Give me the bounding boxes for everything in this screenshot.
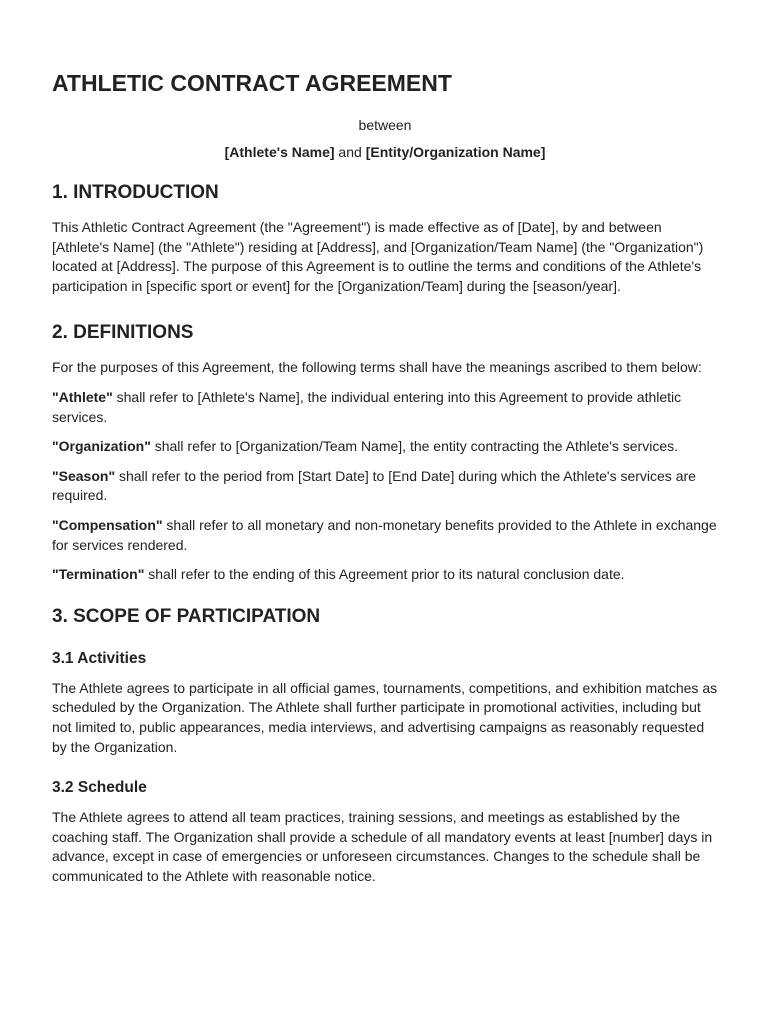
document-title: ATHLETIC CONTRACT AGREEMENT <box>52 70 452 96</box>
subsection-heading-activities: 3.1 Activities <box>52 649 147 667</box>
schedule-paragraph: The Athlete agrees to attend all team practices, training sessions, and meetings as established by the coaching staff. The Organization shall provide a schedule of all mandatory events at least [number] days in advance, except in case of emergencies or unforeseen circumstances. Changes to the schedule shall be communicated to the Athlete with reasonable notice. <box>52 809 713 884</box>
definition-text: shall refer to [Organization/Team Name], the entity contracting the Athlete's services. <box>150 438 678 455</box>
definition-text: shall refer to all monetary and non-monetary benefits provided to the Athlete in exchange for services rendered. <box>52 516 717 553</box>
definition-termination <box>52 565 718 585</box>
entity-name-placeholder: [Entity/Organization Name] <box>365 144 546 160</box>
definition-text: shall refer to the ending of this Agreement prior to its natural conclusion date. <box>144 566 625 583</box>
definition-text: shall refer to the period from [Start Date] to [End Date] during which the Athlete's services are required. <box>52 467 696 504</box>
subsection-heading-schedule: 3.2 Schedule <box>52 779 147 797</box>
athlete-name-placeholder: [Athlete's Name] <box>224 144 335 160</box>
definition-compensation <box>52 516 718 555</box>
definition-term: "Termination" <box>52 566 145 583</box>
and-connector: and <box>334 144 366 160</box>
parties-line <box>52 144 718 160</box>
section-heading-scope: 3. SCOPE OF PARTICIPATION <box>52 605 321 627</box>
introduction-paragraph: This Athletic Contract Agreement (the "Agreement") is made effective as of [Date], by and between [Athlete's Name] (the "Athlete") residing at [Address], and [Organization/Team Name] (the "Organization") located at [Address]. The purpose of this Agreement is to outline the terms and conditions of the Athlete's participation in [specific sport or event] for the [Organization/Team] during the [season/year]. <box>52 219 704 294</box>
section-heading-definitions: 2. DEFINITIONS <box>52 322 194 344</box>
definition-term: "Compensation" <box>52 516 163 533</box>
activities-paragraph: The Athlete agrees to participate in all official games, tournaments, competitions, and exhibition matches as scheduled by the Organization. The Athlete shall further participate in promotional activities, including but not limited to, public appearances, media interviews, and advertising campaigns as reasonably requested by the Organization. <box>52 679 718 755</box>
definition-season <box>52 467 718 506</box>
between-label: between <box>358 117 412 133</box>
definitions-intro: For the purposes of this Agreement, the following terms shall have the meanings ascribed to them below: <box>52 359 702 376</box>
definition-term: "Season" <box>52 467 116 484</box>
definition-text: shall refer to [Athlete's Name], the individual entering into this Agreement to provide athletic services. <box>52 388 682 425</box>
section-heading-introduction: 1. INTRODUCTION <box>52 182 219 203</box>
definition-organization <box>52 437 718 457</box>
definition-term: "Athlete" <box>52 388 113 405</box>
definition-term: "Organization" <box>52 438 151 455</box>
definition-athlete <box>52 388 718 427</box>
